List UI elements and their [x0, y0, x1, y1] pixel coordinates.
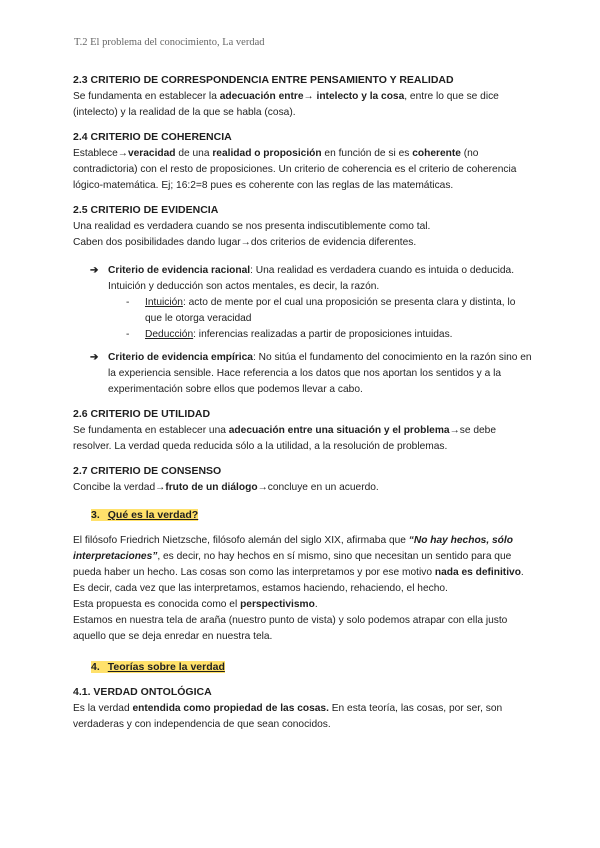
- document-body: [73, 73, 533, 742]
- text: (no contradictoria) con el resto de proposiciones. Un criterio de coherencia es el criterio de coherencia lógico-matemática. Ej; 16:2=8 pues es coherente con las reglas de las matemáticas.: [73, 148, 517, 191]
- paragraph: [73, 701, 533, 733]
- bold-text: nada es definitivo: [434, 567, 521, 578]
- section-title: 2.4 CRITERIO DE COHERENCIA: [73, 131, 232, 143]
- bold-italic-quote: “No hay hechos, sólo interpretaciones”: [73, 535, 513, 562]
- list-item: [126, 295, 533, 327]
- arrow-bullet-icon: ➔: [90, 352, 99, 363]
- text: Concibe la verdad→: [73, 482, 166, 493]
- heading-text: Teorías sobre la verdad: [107, 661, 225, 673]
- bold-text: veracidad: [127, 148, 176, 159]
- text: En esta teoría, las cosas, por ser, son verdaderas y con independencia de que sean conocidos.: [73, 703, 503, 730]
- bold-text: adecuación entre→ intelecto y la cosa: [219, 91, 405, 102]
- text: , es decir, no hay hechos en sí mismo, sino que necesitan un sentido para que pueda haber un hecho. Las cosas son como las interpretamos y por ese motivo: [73, 551, 512, 578]
- text: : No sitúa el fundamento del conocimiento en la razón sino en la experiencia sensible. Hace referencia a los datos que nos aportan los sentidos y a la experimentación sobre ellos que podemos llevar a cabo.: [108, 352, 532, 395]
- dash-bullet: -: [126, 297, 130, 308]
- paragraph: [73, 533, 533, 597]
- paragraph: [73, 597, 533, 613]
- text: Se fundamenta en establecer una: [73, 425, 229, 436]
- section-title: 2.5 CRITERIO DE EVIDENCIA: [73, 204, 219, 216]
- text: : Una realidad es verdadera cuando es intuida o deducida. Intuición y deducción son actos mentales, es decir, la razón.: [108, 265, 515, 292]
- text: , entre lo que se dice (intelecto) y la realidad de la que se habla (cosa).: [73, 91, 499, 118]
- section-2-5: [73, 203, 533, 398]
- paragraph: Una realidad es verdadera cuando se nos presenta indiscutiblemente como tal.: [73, 221, 431, 232]
- text: Se fundamenta en establecer la: [73, 91, 220, 102]
- text: Es la verdad: [73, 703, 133, 714]
- text: .: [314, 599, 318, 610]
- section-title: 4.1. VERDAD ONTOLÓGICA: [73, 686, 212, 698]
- bold-text: coherente: [412, 148, 461, 159]
- heading-text: Qué es la verdad?: [107, 509, 199, 521]
- highlighted-heading: [91, 509, 198, 521]
- text: →concluye en un acuerdo.: [257, 482, 379, 493]
- text: . Es decir, cada vez que las interpretamos, estamos haciendo, rehaciendo, el hecho.: [73, 567, 524, 594]
- arrow-bullet-icon: ➔: [90, 265, 99, 276]
- section-title: 2.3 CRITERIO DE CORRESPONDENCIA ENTRE PENSAMIENTO Y REALIDAD: [73, 74, 454, 86]
- bold-text: realidad o proposición: [212, 148, 322, 159]
- section-2-7: [73, 464, 533, 496]
- paragraph: [73, 146, 533, 194]
- underlined-text: Intuición: [145, 297, 183, 308]
- dash-bullet: -: [126, 329, 130, 340]
- bold-text: Criterio de evidencia racional: [108, 265, 251, 276]
- bold-text: entendida como propiedad de las cosas.: [132, 703, 329, 714]
- section-2-4: [73, 130, 533, 194]
- section-title: 2.7 CRITERIO DE CONSENSO: [73, 465, 222, 477]
- criteria-list: [73, 263, 533, 398]
- text: Esta propuesta es conocida como el: [73, 599, 241, 610]
- section-title: 2.6 CRITERIO DE UTILIDAD: [73, 408, 211, 420]
- underlined-text: Deducción: [145, 329, 194, 340]
- text: Establece→: [73, 148, 128, 159]
- bold-text: fruto de un diálogo: [165, 482, 258, 493]
- text: : acto de mente por el cual una proposición se presenta clara y distinta, lo que le otorga veracidad: [145, 297, 516, 324]
- bold-text: Criterio de evidencia empírica: [108, 352, 253, 363]
- sub-list: [108, 295, 533, 343]
- bold-text: perspectivismo: [240, 599, 315, 610]
- section-2-6: [73, 407, 533, 455]
- section-2-3: [73, 73, 533, 121]
- bold-text: adecuación entre una situación y el problema: [228, 425, 450, 436]
- list-item: [126, 327, 533, 343]
- text: El filósofo Friedrich Nietzsche, filósofo alemán del siglo XIX, afirmaba que: [73, 535, 409, 546]
- running-header: T.2 El problema del conocimiento, La verdad: [74, 37, 265, 48]
- text: →se debe resolver. La verdad queda reducida sólo a la utilidad, a la resolución de problemas.: [73, 425, 497, 452]
- paragraph: Estamos en nuestra tela de araña (nuestro punto de vista) y solo podemos atrapar con ella justo aquello que se deja enredar en nuestra tela.: [73, 615, 508, 642]
- paragraph: [73, 423, 533, 455]
- paragraph: [73, 89, 533, 121]
- list-item: [90, 350, 533, 398]
- heading-number: 3.: [91, 509, 100, 521]
- paragraph: Caben dos posibilidades dando lugar→dos criterios de evidencia diferentes.: [73, 237, 417, 248]
- heading-4: [73, 659, 533, 675]
- paragraph: [73, 480, 533, 496]
- text: : inferencias realizadas a partir de proposiciones intuidas.: [193, 329, 453, 340]
- text: en función de si es: [321, 148, 413, 159]
- heading-3: [73, 507, 533, 523]
- section-4-1: [73, 685, 533, 733]
- highlighted-heading: [91, 661, 225, 673]
- list-item: [90, 263, 533, 343]
- text: de una: [175, 148, 213, 159]
- heading-number: 4.: [91, 661, 100, 673]
